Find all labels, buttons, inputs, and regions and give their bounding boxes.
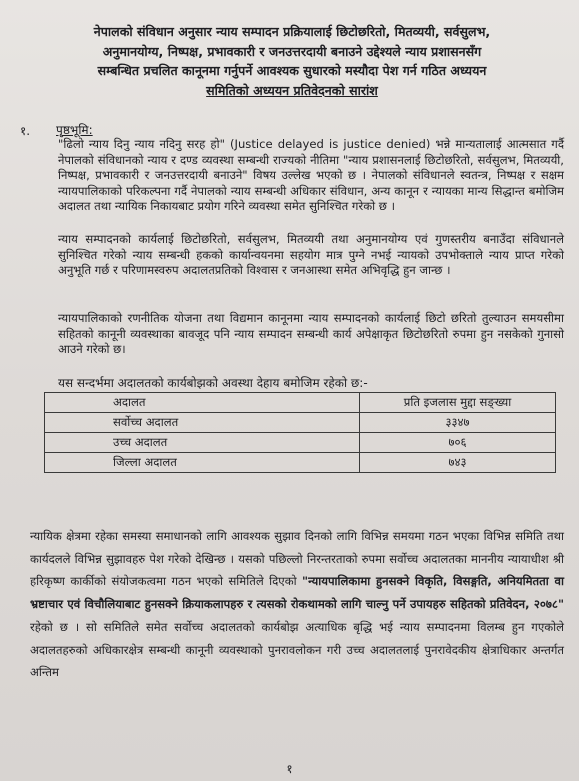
case-count-cell: ३३४७ bbox=[360, 413, 556, 433]
header-line: अनुमानयोग्य, निष्पक्ष, प्रभावकारी र जनउत्तरदायी बनाउने उद्देश्यले न्याय प्रशासनसँग bbox=[102, 43, 482, 59]
case-count-cell: ७४३ bbox=[360, 453, 556, 473]
table-row bbox=[45, 453, 556, 473]
court-name-cell: जिल्ला अदालत bbox=[45, 453, 360, 473]
committee-paragraph bbox=[30, 525, 564, 684]
court-caseload-table bbox=[44, 392, 556, 473]
background-paragraph: न्यायपालिकाको रणनीतिक योजना तथा विद्यमान कानूनमा न्याय सम्पादनको कार्यलाई छिटो छरितो तुल्याउन समयसीमा सहितको कानूनी व्यवस्थाका बावजूद पनि न्याय सम्पादन सम्बन्धी कार्य अपेक्षाकृत छिटोछरितो रुपमा हुन नसकेको गुनासो आउने गरेको छ। bbox=[58, 311, 564, 357]
report-header bbox=[24, 22, 560, 100]
background-paragraph: "ढिलो न्याय दिनु न्याय नदिनु सरह हो" (Justice delayed is justice denied) भन्ने मान्यतालाई आत्मसात गर्दै नेपालको संविधानको न्याय र दण्ड व्यवस्था सम्बन्धी राज्यको नीतिमा "न्याय प्रशासनलाई छिटोछरितो, सर्वसुलभ, मितव्ययी, निष्पक्ष, प्रभावकारी र जनउत्तरदायी बनाउने" विषय उल्लेख भएको छ । नेपालको संविधानले स्वतन्त्र, निष्पक्ष र सक्षम न्यायपालिकाको परिकल्पना गर्दै नेपालको न्याय सम्बन्धी अधिकार संविधान, अन्य कानून र न्यायका मान्य सिद्धान्त बमोजिम अदालत तथा न्यायिक निकायबाट प्रयोग गरिने व्यवस्था समेत सुनिश्चित गरेको छ । bbox=[58, 137, 564, 214]
report-title: समितिको अध्ययन प्रतिवेदनको सारांश bbox=[206, 82, 378, 98]
court-name-cell: सर्वोच्च अदालत bbox=[45, 413, 360, 433]
header-line: नेपालको संविधान अनुसार न्याय सम्पादन प्रक्रियालाई छिटोछरितो, मितव्ययी, सर्वसुलभ, bbox=[93, 24, 491, 39]
table-header-row bbox=[45, 393, 556, 413]
court-name-cell: उच्च अदालत bbox=[45, 433, 360, 453]
header-line: सम्बन्धित प्रचलित कानूनमा गर्नुपर्ने आवश्यक सुधारको मस्यौदा पेश गर्न गठित अध्ययन bbox=[97, 63, 487, 78]
section-heading: पृष्ठभूमि: bbox=[56, 123, 93, 137]
table-caption: यस सन्दर्भमा अदालतको कार्यबोझको अवस्था देहाय बमोजिम रहेको छ:- bbox=[58, 376, 368, 390]
paragraph-text: न्यायिक क्षेत्रमा रहेका समस्या समाधानको लागि आवश्यक सुझाव दिनको लागि विभिन्न समयमा गठन भएका विभिन्न समिति तथा कार्यदलले विभिन्न सुझावहरु पेश गरेको देखिन्छ । यसको पछिल्लो निरन्तरताको रुपमा सर्वोच्च अदालतका माननीय न्यायाधीश श्री हरिकृष्ण कार्कीको संयोजकत्वमा गठन भएको समितिले दिएको bbox=[30, 529, 564, 589]
table-row bbox=[45, 413, 556, 433]
case-count-cell: ७०६ bbox=[360, 433, 556, 453]
background-paragraph: न्याय सम्पादनको कार्यलाई छिटोछरितो, सर्वसुलभ, मितव्ययी तथा अनुमानयोग्य एवं गुणस्तरीय बनाउँदा संविधानले सुनिश्चित गरेको न्याय सम्बन्धी हकको कार्यान्वयनमा सहयोग मात्र पुग्ने नभई न्यायको उपभोक्ताले न्याय प्राप्त गरेको अनुभूति गर्छ र परिणामस्वरुप अदालतप्रतिको विश्वास र जनआस्था समेत अभिवृद्धि हुन जान्छ । bbox=[58, 232, 564, 278]
section-number: १. bbox=[20, 124, 31, 138]
page-number: १ bbox=[286, 762, 293, 776]
table-row bbox=[45, 433, 556, 453]
paragraph-text: रहेको छ । सो समितिले समेत सर्वोच्च अदालतको कार्यबोझ अत्याधिक बृद्धि भई न्याय सम्पादनमा विलम्ब हुन गएकोले अदालतहरुको अधिकारक्षेत्र सम्बन्धी कानूनी व्यवस्थाको पुनरावलोकन गरी उच्च अदालतलाई पुनरावेदकीय क्षेत्राधिकार अन्तर्गत अन्तिम bbox=[30, 619, 564, 680]
column-header: अदालत bbox=[45, 393, 360, 413]
report-name-bold: "न्यायपालिकामा हुनसक्ने विकृति, विसङ्गति, अनियमितता वा भ्रष्टाचार एवं विचौलियाबाट हुनसक्ने क्रियाकलापहरु र त्यसको रोकथामको लागि चाल्नु पर्ने उपायहरु सहितको प्रतिवेदन, २०७८" bbox=[30, 574, 564, 612]
column-header: प्रति इजलास मुद्दा सङ्ख्या bbox=[360, 393, 556, 413]
